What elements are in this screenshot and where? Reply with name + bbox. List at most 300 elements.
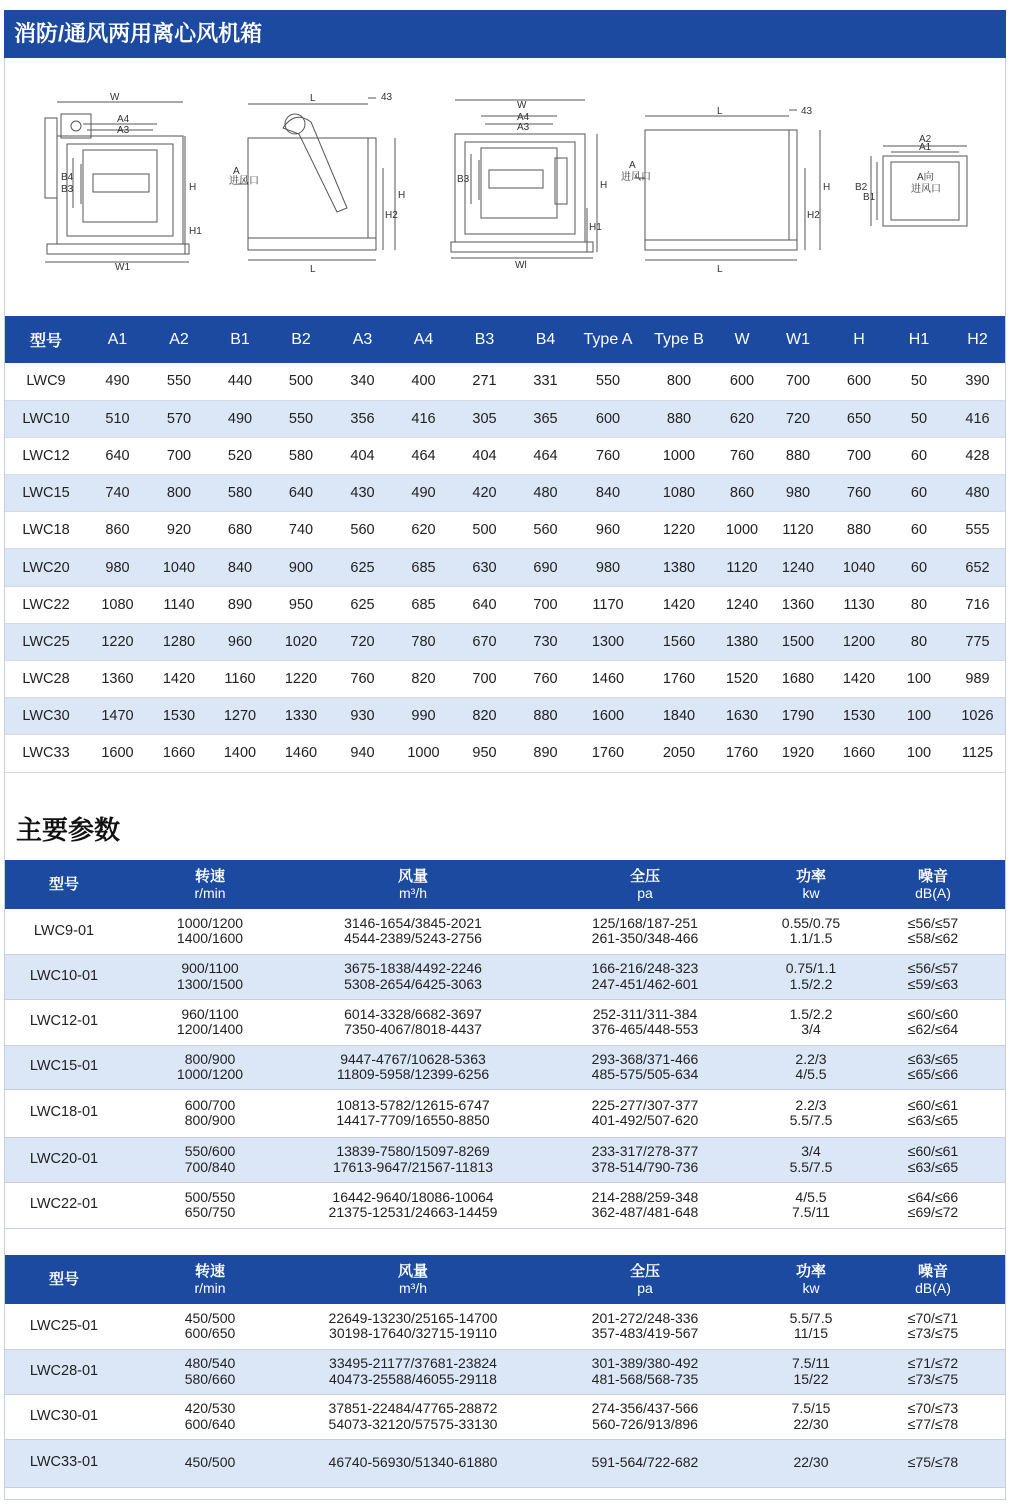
flow-value: 16442-9640/18086-10064 [332, 1188, 494, 1205]
label-inlet-A: 进风口 [911, 184, 941, 195]
power-cell [761, 1137, 861, 1182]
dim-cell: 989 [950, 661, 1005, 698]
flow-value: 14417-7709/16550-8850 [336, 1112, 490, 1128]
model-cell: LWC33-01 [5, 1439, 123, 1487]
param-header-label: 转速 [194, 1262, 225, 1280]
pressure-cell [529, 909, 761, 954]
noise-value: ≤59/≤63 [907, 975, 959, 992]
dim-cell: 1380 [718, 623, 766, 660]
model-cell: LWC25-01 [5, 1304, 123, 1349]
dim-cell: 60 [888, 549, 950, 586]
param-header-unit: m³/h [399, 884, 427, 901]
flow-cell [297, 1137, 529, 1182]
label-W-rear: W [517, 100, 527, 111]
dim-header-cell: W1 [766, 316, 830, 363]
speed-value: 600/650 [184, 1325, 236, 1342]
dim-header-cell: Type A [576, 316, 640, 363]
label-A4: A4 [117, 114, 130, 125]
param-header-label: 功率 [795, 867, 826, 885]
pressure-value: 214-288/259-348 [591, 1188, 699, 1205]
power-cell [761, 909, 861, 954]
table-row [5, 437, 1005, 474]
noise-value: ≤63/≤65 [907, 1158, 959, 1175]
param-header-cell [761, 860, 861, 909]
flow-cell [297, 1349, 529, 1394]
pressure-value: 378-514/790-736 [591, 1158, 699, 1175]
speed-value: 600/640 [184, 1415, 236, 1432]
power-value: 22/30 [793, 1454, 829, 1471]
table-row [5, 623, 1005, 660]
dim-header-cell: 型号 [5, 316, 87, 363]
dim-cell: 1220 [87, 623, 148, 660]
dim-cell: 490 [87, 363, 148, 400]
dim-cell: 1000 [393, 735, 454, 772]
flow-value: 3146-1654/3845-2021 [344, 914, 482, 931]
table-row [5, 1439, 1005, 1487]
dim-cell: 404 [332, 437, 393, 474]
label-W: W [110, 92, 120, 103]
table-row [5, 1137, 1005, 1182]
dim-cell: 1380 [640, 549, 718, 586]
dim-cell: 480 [950, 475, 1005, 512]
dim-cell: 685 [393, 549, 454, 586]
noise-cell [861, 1089, 1005, 1137]
model-cell: LWC12 [5, 437, 87, 474]
dim-cell: 420 [454, 475, 515, 512]
dim-cell: 1460 [270, 735, 332, 772]
dim-cell: 820 [454, 698, 515, 735]
dim-cell: 860 [87, 512, 148, 549]
dim-cell: 1080 [87, 586, 148, 623]
dim-cell: 700 [830, 437, 888, 474]
dim-cell: 1660 [148, 735, 210, 772]
pressure-value: 247-451/462-601 [591, 975, 699, 992]
model-cell: LWC10-01 [5, 954, 123, 999]
dim-cell: 1760 [640, 661, 718, 698]
label-H2-side: H2 [385, 210, 398, 221]
label-W1: W1 [115, 262, 130, 273]
label-B2: B2 [855, 182, 868, 193]
param-header-label: 风量 [397, 867, 428, 885]
dim-cell: 650 [830, 400, 888, 437]
dim-header-cell: Type B [640, 316, 718, 363]
pressure-cell [529, 1349, 761, 1394]
dim-cell: 980 [87, 549, 148, 586]
noise-value: ≤56/≤57 [907, 914, 959, 931]
param-header-unit: r/min [194, 884, 226, 901]
dim-cell: 1026 [950, 698, 1005, 735]
table-row [5, 954, 1005, 999]
pressure-value: 376-465/448-553 [591, 1021, 699, 1037]
speed-value: 700/840 [184, 1158, 236, 1175]
param-header-cell [297, 1255, 529, 1304]
speed-value: 900/1100 [181, 960, 239, 976]
params-table-1 [5, 860, 1005, 1229]
param-header-unit: kw [802, 884, 820, 901]
dim-cell: 820 [393, 661, 454, 698]
dim-cell: 1140 [148, 586, 210, 623]
speed-cell [123, 1394, 297, 1439]
label-L-top-bottom: L [717, 264, 723, 275]
model-cell: LWC12-01 [5, 999, 123, 1045]
dim-cell: 490 [393, 475, 454, 512]
dim-cell: 1280 [148, 623, 210, 660]
model-cell: LWC15 [5, 475, 87, 512]
dim-header-cell: H2 [950, 316, 1005, 363]
label-B3-rear: B3 [457, 174, 470, 185]
power-cell [761, 1439, 861, 1487]
pressure-cell [529, 954, 761, 999]
label-H2-top: H2 [807, 210, 820, 221]
dim-cell: 390 [950, 363, 1005, 400]
dim-cell: 560 [332, 512, 393, 549]
dim-cell: 760 [830, 475, 888, 512]
dim-cell: 100 [888, 735, 950, 772]
dim-cell: 1530 [148, 698, 210, 735]
param-header-cell [761, 1255, 861, 1304]
dim-cell: 670 [454, 623, 515, 660]
dim-cell: 720 [332, 623, 393, 660]
flow-value: 3675-1838/4492-2246 [344, 960, 482, 976]
dim-cell: 890 [210, 586, 270, 623]
param-header-label: 功率 [795, 1262, 826, 1280]
flow-cell [297, 999, 529, 1045]
dim-cell: 560 [515, 512, 576, 549]
speed-value: 1300/1500 [176, 975, 244, 992]
dim-cell: 716 [950, 586, 1005, 623]
dim-cell: 464 [393, 437, 454, 474]
power-cell [761, 1394, 861, 1439]
pressure-value: 252-311/311-384 [592, 1005, 698, 1022]
dim-cell: 430 [332, 475, 393, 512]
dim-cell: 600 [718, 363, 766, 400]
dim-cell: 880 [640, 400, 718, 437]
dim-cell: 630 [454, 549, 515, 586]
flow-value: 4544-2389/5243-2756 [344, 930, 482, 947]
flow-value: 5308-2654/6425-3063 [344, 975, 482, 992]
param-header-cell [123, 1255, 297, 1304]
dim-cell: 980 [766, 475, 830, 512]
speed-cell [123, 1439, 297, 1487]
noise-value: ≤65/≤66 [907, 1066, 959, 1082]
flow-value: 30198-17640/32715-19110 [329, 1325, 497, 1342]
label-H-top: H [823, 182, 831, 193]
power-value: 5.5/7.5 [789, 1309, 833, 1326]
dim-cell: 1660 [830, 735, 888, 772]
model-cell: LWC30-01 [5, 1394, 123, 1439]
table-row [5, 909, 1005, 954]
model-cell: LWC25 [5, 623, 87, 660]
speed-cell [123, 1349, 297, 1394]
speed-value: 480/540 [184, 1355, 236, 1371]
noise-value: ≤73/≤75 [907, 1325, 959, 1342]
noise-value: ≤71/≤72 [907, 1355, 959, 1371]
model-cell: LWC22-01 [5, 1182, 123, 1228]
dim-cell: 930 [332, 698, 393, 735]
noise-cell [861, 1182, 1005, 1228]
dim-cell: 550 [148, 363, 210, 400]
power-cell [761, 1304, 861, 1349]
model-cell: LWC9 [5, 363, 87, 400]
param-header-label: 转速 [194, 867, 225, 885]
dim-cell: 1080 [640, 475, 718, 512]
table-row [5, 661, 1005, 698]
label-A4-rear: A4 [517, 112, 530, 123]
noise-value: ≤70/≤71 [907, 1309, 959, 1326]
dim-cell: 775 [950, 623, 1005, 660]
model-cell: LWC10 [5, 400, 87, 437]
label-A-direction: A向 [917, 172, 934, 183]
dim-cell: 960 [210, 623, 270, 660]
speed-value: 580/660 [184, 1370, 236, 1387]
label-H-side: H [398, 190, 406, 201]
dim-cell: 80 [888, 586, 950, 623]
param-header-label: 全压 [629, 1262, 660, 1280]
param-header-cell [123, 860, 297, 909]
dim-cell: 600 [830, 363, 888, 400]
label-L-side: L [310, 93, 316, 104]
dim-cell: 1270 [210, 698, 270, 735]
dim-header-cell: B3 [454, 316, 515, 363]
dim-cell: 620 [718, 400, 766, 437]
pressure-value: 481-568/568-735 [591, 1370, 699, 1387]
dim-cell: 1120 [766, 512, 830, 549]
flow-value: 40473-25588/46055-29118 [329, 1370, 497, 1387]
power-value: 7.5/15 [791, 1400, 831, 1416]
table-row [5, 512, 1005, 549]
pressure-value: 560-726/913/896 [592, 1415, 698, 1432]
noise-value: ≤56/≤57 [907, 960, 959, 976]
power-value: 4/5.5 [795, 1066, 827, 1082]
noise-cell [861, 1349, 1005, 1394]
dim-cell: 950 [270, 586, 332, 623]
table-row [5, 1089, 1005, 1137]
label-B3: B3 [61, 184, 74, 195]
power-cell [761, 954, 861, 999]
dim-cell: 780 [393, 623, 454, 660]
power-value: 0.55/0.75 [781, 914, 841, 931]
param-header-label: 风量 [397, 1262, 428, 1280]
dim-cell: 1470 [87, 698, 148, 735]
label-Wl-rear: Wl [515, 260, 527, 271]
dim-cell: 1500 [766, 623, 830, 660]
dim-cell: 305 [454, 400, 515, 437]
page-title: 消防/通风两用离心风机箱 [4, 10, 1006, 58]
pressure-value: 591-564/722-682 [591, 1454, 699, 1471]
noise-value: ≤73/≤75 [907, 1370, 959, 1387]
noise-cell [861, 1137, 1005, 1182]
dim-cell: 680 [210, 512, 270, 549]
label-H: H [189, 182, 197, 193]
noise-value: ≤62/≤64 [907, 1021, 959, 1037]
model-cell: LWC9-01 [5, 909, 123, 954]
dim-cell: 428 [950, 437, 1005, 474]
dim-header-cell: A2 [148, 316, 210, 363]
speed-cell [123, 1304, 297, 1349]
param-header-unit: pa [637, 884, 653, 901]
dim-cell: 1220 [270, 661, 332, 698]
params-header-row-1 [5, 860, 1005, 909]
noise-value: ≤63/≤65 [907, 1050, 959, 1067]
dim-cell: 625 [332, 549, 393, 586]
flow-cell [297, 1394, 529, 1439]
power-value: 1.5/2.2 [789, 975, 833, 992]
dim-cell: 1120 [718, 549, 766, 586]
speed-value: 550/600 [184, 1143, 236, 1159]
label-B1: B1 [863, 192, 876, 203]
pressure-value: 293-368/371-466 [591, 1050, 699, 1067]
dim-cell: 700 [766, 363, 830, 400]
dim-cell: 50 [888, 400, 950, 437]
power-cell [761, 1045, 861, 1089]
speed-value: 1000/1200 [176, 1066, 244, 1082]
label-A1: A1 [919, 142, 932, 153]
pressure-value: 201-272/248-336 [591, 1309, 699, 1326]
power-value: 5.5/7.5 [789, 1112, 833, 1128]
dim-cell: 1330 [270, 698, 332, 735]
dim-cell: 365 [515, 400, 576, 437]
table-row [5, 475, 1005, 512]
pressure-value: 233-317/278-377 [591, 1143, 699, 1159]
dim-cell: 50 [888, 363, 950, 400]
dim-cell: 100 [888, 698, 950, 735]
dim-cell: 1460 [576, 661, 640, 698]
param-header-unit: kw [802, 1279, 820, 1296]
power-cell [761, 1089, 861, 1137]
power-value: 15/22 [793, 1370, 829, 1387]
dim-cell: 950 [454, 735, 515, 772]
dim-cell: 1040 [148, 549, 210, 586]
pressure-cell [529, 1137, 761, 1182]
table-row [5, 400, 1005, 437]
dim-cell: 760 [718, 437, 766, 474]
dim-cell: 510 [87, 400, 148, 437]
label-B4: B4 [61, 172, 74, 183]
dim-cell: 880 [515, 698, 576, 735]
power-value: 2.2/3 [795, 1096, 827, 1113]
dim-cell: 625 [332, 586, 393, 623]
flow-value: 7350-4067/8018-4437 [344, 1021, 482, 1037]
label-A3-rear: A3 [517, 122, 530, 133]
dim-header-cell: W [718, 316, 766, 363]
dim-cell: 356 [332, 400, 393, 437]
dim-cell: 890 [515, 735, 576, 772]
param-header-cell [5, 860, 123, 909]
flow-value: 6014-3328/6682-3697 [344, 1005, 482, 1022]
pressure-cell [529, 1045, 761, 1089]
params-header-row-2 [5, 1255, 1005, 1304]
dim-cell: 550 [270, 400, 332, 437]
param-header-cell [861, 1255, 1005, 1304]
dim-cell: 416 [393, 400, 454, 437]
speed-value: 650/750 [184, 1204, 236, 1220]
dim-cell: 1600 [87, 735, 148, 772]
pressure-value: 274-356/437-566 [591, 1400, 699, 1416]
dim-cell: 1000 [640, 437, 718, 474]
dim-header-cell: A1 [87, 316, 148, 363]
dim-cell: 404 [454, 437, 515, 474]
flow-cell [297, 1045, 529, 1089]
model-cell: LWC33 [5, 735, 87, 772]
flow-value: 9447-4767/10628-5363 [340, 1050, 486, 1067]
speed-cell [123, 909, 297, 954]
dim-cell: 652 [950, 549, 1005, 586]
flow-cell [297, 1439, 529, 1487]
param-header-label: 噪音 [917, 1262, 948, 1280]
noise-value: ≤69/≤72 [907, 1204, 959, 1220]
dim-cell: 1630 [718, 698, 766, 735]
dim-cell: 1360 [766, 586, 830, 623]
speed-value: 450/500 [184, 1309, 236, 1326]
param-header-label: 型号 [48, 876, 79, 893]
speed-cell [123, 999, 297, 1045]
speed-value: 600/700 [184, 1096, 236, 1113]
pressure-value: 125/168/187-251 [592, 914, 698, 931]
noise-value: ≤70/≤73 [907, 1400, 959, 1416]
power-value: 3/4 [801, 1021, 821, 1037]
dim-cell: 1300 [576, 623, 640, 660]
dim-cell: 340 [332, 363, 393, 400]
dim-cell: 1520 [718, 661, 766, 698]
model-cell: LWC15-01 [5, 1045, 123, 1089]
dim-cell: 1220 [640, 512, 718, 549]
dim-cell: 500 [270, 363, 332, 400]
param-header-unit: pa [637, 1279, 653, 1296]
noise-cell [861, 1304, 1005, 1349]
dim-cell: 60 [888, 475, 950, 512]
dim-cell: 640 [270, 475, 332, 512]
dim-cell: 1000 [718, 512, 766, 549]
dim-cell: 800 [640, 363, 718, 400]
param-header-unit: r/min [194, 1279, 226, 1296]
model-cell: LWC20 [5, 549, 87, 586]
dim-cell: 100 [888, 661, 950, 698]
dim-cell: 1200 [830, 623, 888, 660]
dim-cell: 685 [393, 586, 454, 623]
dim-cell: 880 [766, 437, 830, 474]
model-cell: LWC22 [5, 586, 87, 623]
side-view-drawing [238, 98, 395, 260]
model-cell: LWC28 [5, 661, 87, 698]
dim-header-cell: B4 [515, 316, 576, 363]
dim-cell: 550 [576, 363, 640, 400]
pressure-cell [529, 1394, 761, 1439]
noise-cell [861, 954, 1005, 999]
table-row [5, 1304, 1005, 1349]
table-row [5, 1349, 1005, 1394]
power-value: 1.1/1.5 [789, 930, 833, 947]
dim-cell: 700 [148, 437, 210, 474]
power-value: 1.5/2.2 [789, 1005, 833, 1022]
flow-value: 33495-21177/37681-23824 [329, 1355, 497, 1371]
noise-cell [861, 909, 1005, 954]
speed-value: 800/900 [184, 1050, 236, 1067]
param-header-unit: m³/h [399, 1279, 427, 1296]
dim-cell: 331 [515, 363, 576, 400]
dim-cell: 720 [766, 400, 830, 437]
dim-cell: 760 [576, 437, 640, 474]
dim-cell: 1020 [270, 623, 332, 660]
dim-cell: 580 [210, 475, 270, 512]
param-header-cell [529, 1255, 761, 1304]
noise-value: ≤60/≤61 [907, 1143, 959, 1159]
speed-value: 500/550 [184, 1188, 236, 1205]
table-row [5, 363, 1005, 400]
dim-cell: 760 [515, 661, 576, 698]
dim-cell: 1760 [576, 735, 640, 772]
table-row [5, 1394, 1005, 1439]
flow-cell [297, 1089, 529, 1137]
